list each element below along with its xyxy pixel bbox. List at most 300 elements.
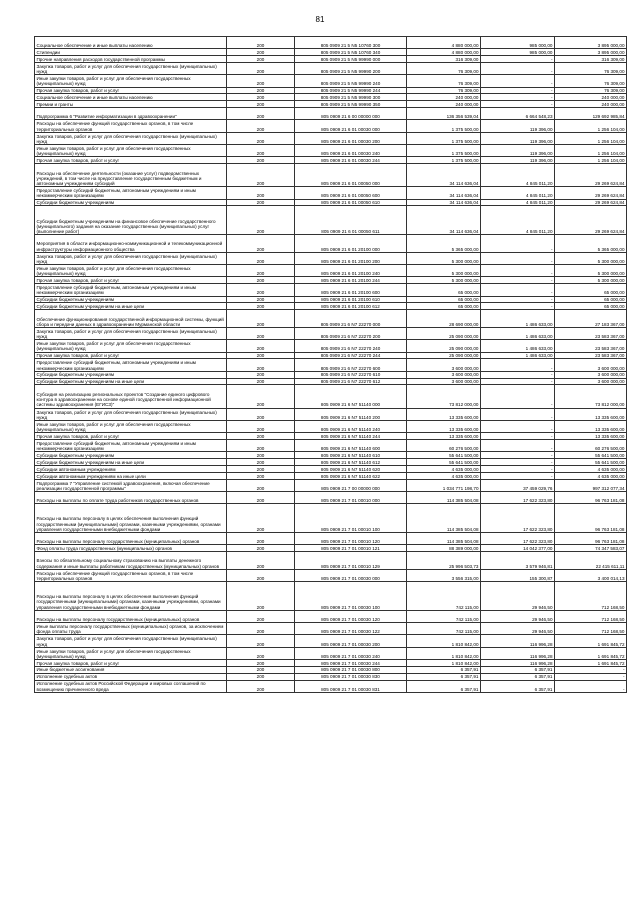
row-code: 200 <box>227 37 295 49</box>
row-unexecuted: 22 415 611,11 <box>555 552 627 570</box>
table-row <box>35 296 627 303</box>
table-row <box>35 647 627 659</box>
row-unexecuted: - <box>555 680 627 692</box>
row-name: Предоставление субсидий бюджетным, автономным учреждениям и иным некоммерческим организациям <box>35 284 227 296</box>
row-code: 200 <box>227 87 295 94</box>
page-number: 81 <box>315 15 325 24</box>
row-unexecuted: 76 309,00 <box>555 87 627 94</box>
row-executed: - <box>481 277 555 284</box>
row-kbk: 805 0909 21 6 N7 22270 612 <box>295 378 407 385</box>
row-kbk: 805 0909 21 7 01 00010 120 <box>295 532 407 544</box>
table-row <box>35 420 627 432</box>
table-row <box>35 359 627 371</box>
row-code: 200 <box>227 472 295 479</box>
row-approved: 6 357,91 <box>407 680 481 692</box>
table-row <box>35 466 627 473</box>
row-kbk: 805 0909 21 6 N7 51140 620 <box>295 466 407 473</box>
row-kbk: 805 0909 21 6 01 00030 000 <box>295 120 407 132</box>
row-executed: 116 996,28 <box>481 635 555 647</box>
row-unexecuted: 27 183 367,00 <box>555 310 627 328</box>
row-kbk: 805 0909 21 7 01 00030 120 <box>295 610 407 622</box>
row-executed: - <box>481 296 555 303</box>
row-code: 200 <box>227 420 295 432</box>
row-kbk: 805 0909 21 6 01 20100 600 <box>295 284 407 296</box>
row-code: 200 <box>227 340 295 352</box>
row-unexecuted: 712 168,50 <box>555 623 627 635</box>
table-row <box>35 504 627 533</box>
row-code: 200 <box>227 660 295 667</box>
table-row <box>35 132 627 144</box>
row-executed: 37 459 029,76 <box>481 479 555 491</box>
row-unexecuted: 29 269 624,84 <box>555 187 627 199</box>
row-approved: 742 115,00 <box>407 623 481 635</box>
row-name: Субсидии бюджетным учреждениям <box>35 371 227 378</box>
row-code: 200 <box>227 296 295 303</box>
row-approved: 76 309,00 <box>407 62 481 74</box>
table-row <box>35 459 627 466</box>
row-executed: - <box>481 466 555 473</box>
table-row <box>35 545 627 552</box>
row-name: Предоставление субсидий бюджетным, автономным учреждениям и иным некоммерческим организациям <box>35 187 227 199</box>
table-row <box>35 385 627 408</box>
row-approved: 742 115,00 <box>407 582 481 611</box>
row-approved: 28 690 000,00 <box>407 310 481 328</box>
table-row <box>35 472 627 479</box>
row-executed: - <box>481 235 555 253</box>
row-code: 200 <box>227 635 295 647</box>
row-kbk: 805 0909 21 6 01 20100 244 <box>295 277 407 284</box>
row-kbk: 805 0909 21 7 01 00010 129 <box>295 552 407 570</box>
row-name: Предоставление субсидий бюджетным, автономным учреждениям и иным некоммерческим организациям <box>35 440 227 452</box>
row-executed: 155 300,87 <box>481 569 555 581</box>
row-name: Иные закупки товаров, работ и услуг для обеспечения государственных (муниципальных) нужд <box>35 145 227 157</box>
row-name: Подпрограмма 6 "Развитие информатизации в здравоохранении" <box>35 108 227 120</box>
row-name: Исполнение судебных актов Российской Федерации и мировых соглашений по возмещению причиненного вреда <box>35 680 227 692</box>
row-approved: 4 880 000,00 <box>407 49 481 56</box>
row-executed: - <box>481 252 555 264</box>
row-code: 200 <box>227 385 295 408</box>
row-unexecuted: 5 300 000,00 <box>555 252 627 264</box>
row-unexecuted: 13 335 600,00 <box>555 420 627 432</box>
row-approved: 25 090 000,00 <box>407 328 481 340</box>
row-name: Расходы на обеспечение функций государственных органов, в том числе территориальных органов <box>35 569 227 581</box>
row-unexecuted: 55 641 500,00 <box>555 459 627 466</box>
row-approved: 5 365 000,00 <box>407 235 481 253</box>
row-unexecuted: 3 400 014,13 <box>555 569 627 581</box>
row-approved: 65 000,00 <box>407 296 481 303</box>
row-code: 200 <box>227 680 295 692</box>
row-name: Иные закупки товаров, работ и услуг для обеспечения государственных (муниципальных) нужд <box>35 340 227 352</box>
row-code: 200 <box>227 610 295 622</box>
row-kbk: 805 0909 21 6 01 00030 244 <box>295 157 407 164</box>
row-approved: 742 115,00 <box>407 610 481 622</box>
row-name: Мероприятия в области информационно-коммуникационной и телекоммуникационной инфраструктуры информационного общества <box>35 235 227 253</box>
row-approved: 3 600 000,00 <box>407 378 481 385</box>
row-name: Закупка товаров, работ и услуг для обеспечения государственных (муниципальных) нужд <box>35 328 227 340</box>
table-row <box>35 623 627 635</box>
row-name: Иные выплаты персоналу государственных (муниципальных) органов, за исключением фонда оплаты труда <box>35 623 227 635</box>
row-name: Расходы на обеспечение функций государственных органов, в том числе территориальных органов <box>35 120 227 132</box>
row-approved: 114 385 504,08 <box>407 504 481 533</box>
row-executed: 985 000,00 <box>481 37 555 49</box>
row-approved: 55 641 500,00 <box>407 452 481 459</box>
table-row <box>35 252 627 264</box>
row-code: 200 <box>227 108 295 120</box>
row-approved: 25 996 503,73 <box>407 552 481 570</box>
row-kbk: 805 0909 21 6 N7 22270 240 <box>295 340 407 352</box>
row-executed: 1 486 633,00 <box>481 340 555 352</box>
row-name: Иные закупки товаров, работ и услуг для обеспечения государственных (муниципальных) нужд <box>35 420 227 432</box>
row-executed: 116 996,28 <box>481 660 555 667</box>
row-kbk: 805 0909 21 5 N5 99990 244 <box>295 87 407 94</box>
row-executed: 4 845 011,20 <box>481 187 555 199</box>
row-approved: 316 309,00 <box>407 56 481 63</box>
row-executed: 1 486 633,00 <box>481 310 555 328</box>
table-row <box>35 680 627 692</box>
row-unexecuted: 96 763 181,08 <box>555 532 627 544</box>
row-name: Прочие направления расходов государственной программы <box>35 56 227 63</box>
row-executed: 116 996,28 <box>481 647 555 659</box>
row-kbk: 805 0909 21 6 01 00030 240 <box>295 145 407 157</box>
row-code: 200 <box>227 569 295 581</box>
row-kbk: 805 0909 21 5 N5 99990 300 <box>295 94 407 101</box>
row-kbk: 805 0909 21 5 N5 10760 300 <box>295 37 407 49</box>
row-kbk: 805 0909 21 6 N7 51140 000 <box>295 385 407 408</box>
row-code: 200 <box>227 49 295 56</box>
row-unexecuted: 1 691 845,72 <box>555 660 627 667</box>
table-row <box>35 408 627 420</box>
row-unexecuted: 240 000,00 <box>555 101 627 108</box>
row-approved: 3 600 000,00 <box>407 359 481 371</box>
row-kbk: 805 0909 21 5 N5 10760 340 <box>295 49 407 56</box>
row-unexecuted: 4 635 000,00 <box>555 472 627 479</box>
row-unexecuted: 5 300 000,00 <box>555 265 627 277</box>
row-approved: 65 000,00 <box>407 303 481 310</box>
row-name: Субсидия на реализацию региональных проектов "Создание единого цифрового контура в здравоохранении на основе единой государственной информационной системы здравоохранения (ЕГИСЗ)" <box>35 385 227 408</box>
row-kbk: 805 0909 21 7 01 00010 000 <box>295 492 407 504</box>
row-executed: 3 579 946,81 <box>481 552 555 570</box>
table-row <box>35 352 627 359</box>
row-name: Субсидии бюджетным учреждениям на иные цели <box>35 303 227 310</box>
row-code: 200 <box>227 303 295 310</box>
table-row <box>35 101 627 108</box>
row-code: 200 <box>227 145 295 157</box>
row-unexecuted: 712 168,50 <box>555 582 627 611</box>
row-executed: 6 357,91 <box>481 666 555 673</box>
row-kbk: 805 0909 21 6 01 20100 200 <box>295 252 407 264</box>
row-unexecuted: 60 276 500,00 <box>555 440 627 452</box>
row-code: 200 <box>227 310 295 328</box>
row-approved: 114 385 504,08 <box>407 492 481 504</box>
row-unexecuted: 3 600 000,00 <box>555 371 627 378</box>
table-row <box>35 552 627 570</box>
row-unexecuted: 29 269 624,84 <box>555 206 627 235</box>
row-name: Прочая закупка товаров, работ и услуг <box>35 87 227 94</box>
table-row <box>35 340 627 352</box>
row-name: Иные закупки товаров, работ и услуг для обеспечения государственных (муниципальных) нужд <box>35 265 227 277</box>
row-approved: 4 880 000,00 <box>407 37 481 49</box>
table-row <box>35 569 627 581</box>
row-unexecuted: - <box>555 673 627 680</box>
row-name: Стипендии <box>35 49 227 56</box>
row-executed: - <box>481 472 555 479</box>
row-unexecuted: 76 309,00 <box>555 75 627 87</box>
row-code: 200 <box>227 206 295 235</box>
row-executed: - <box>481 378 555 385</box>
row-code: 200 <box>227 265 295 277</box>
row-executed: 17 622 323,80 <box>481 492 555 504</box>
table-row <box>35 328 627 340</box>
row-unexecuted: 65 000,00 <box>555 284 627 296</box>
row-approved: 3 600 000,00 <box>407 371 481 378</box>
row-code: 200 <box>227 552 295 570</box>
row-approved: 3 556 315,00 <box>407 569 481 581</box>
row-kbk: 805 0909 21 7 01 00030 800 <box>295 666 407 673</box>
row-executed: - <box>481 62 555 74</box>
row-code: 200 <box>227 582 295 611</box>
row-unexecuted: 240 000,00 <box>555 94 627 101</box>
row-kbk: 805 0909 21 7 01 00030 240 <box>295 647 407 659</box>
row-unexecuted: 96 763 181,08 <box>555 492 627 504</box>
row-code: 200 <box>227 120 295 132</box>
row-executed: - <box>481 359 555 371</box>
row-approved: 13 335 600,00 <box>407 420 481 432</box>
row-executed: - <box>481 452 555 459</box>
row-name: Расходы на выплаты персоналу в целях обеспечения выполнения функций государственными (муниципальными) органами, казенными учреждениями, органами управления государственными внебюджетными фондами <box>35 504 227 533</box>
row-executed: - <box>481 385 555 408</box>
row-approved: 88 389 000,00 <box>407 545 481 552</box>
row-executed: 6 664 548,23 <box>481 108 555 120</box>
row-approved: 1 810 842,00 <box>407 660 481 667</box>
row-code: 200 <box>227 359 295 371</box>
row-executed: 14 042 377,00 <box>481 545 555 552</box>
table-row <box>35 87 627 94</box>
row-unexecuted: 5 365 000,00 <box>555 235 627 253</box>
table-row <box>35 62 627 74</box>
row-kbk: 805 0909 21 7 01 00030 200 <box>295 635 407 647</box>
row-name: Закупка товаров, работ и услуг для обеспечения государственных (муниципальных) нужд <box>35 635 227 647</box>
row-approved: 5 300 000,00 <box>407 265 481 277</box>
row-approved: 34 114 636,04 <box>407 199 481 206</box>
table-row <box>35 492 627 504</box>
table-row <box>35 56 627 63</box>
row-kbk: 805 0909 21 6 01 20100 610 <box>295 296 407 303</box>
row-executed: - <box>481 420 555 432</box>
table-row <box>35 452 627 459</box>
row-code: 200 <box>227 157 295 164</box>
row-unexecuted: 23 583 367,00 <box>555 352 627 359</box>
row-kbk: 805 0909 21 6 01 20100 000 <box>295 235 407 253</box>
row-unexecuted: 23 583 367,00 <box>555 340 627 352</box>
row-code: 200 <box>227 408 295 420</box>
row-executed: 1 486 633,00 <box>481 352 555 359</box>
row-code: 200 <box>227 623 295 635</box>
row-code: 200 <box>227 235 295 253</box>
row-unexecuted: - <box>555 666 627 673</box>
row-kbk: 805 0909 21 6 N7 51140 600 <box>295 440 407 452</box>
row-executed: 29 946,50 <box>481 582 555 611</box>
row-name: Фонд оплаты труда государственных (муниципальных) органов <box>35 545 227 552</box>
row-approved: 4 635 000,00 <box>407 472 481 479</box>
row-kbk: 805 0909 21 6 N7 51140 612 <box>295 459 407 466</box>
row-approved: 136 356 539,04 <box>407 108 481 120</box>
row-kbk: 805 0909 21 7 01 00030 831 <box>295 680 407 692</box>
row-approved: 13 335 600,00 <box>407 433 481 440</box>
row-approved: 5 300 000,00 <box>407 277 481 284</box>
row-code: 200 <box>227 352 295 359</box>
row-kbk: 805 0909 21 5 N5 99990 240 <box>295 75 407 87</box>
row-unexecuted: 1 256 104,00 <box>555 120 627 132</box>
row-kbk: 805 0909 21 6 01 00030 200 <box>295 132 407 144</box>
row-name: Расходы на выплаты персоналу в целях обеспечения выполнения функций государственными (муниципальными) органами, казенными учреждениями, органами управления государственными внебюджетными фондами <box>35 582 227 611</box>
row-unexecuted: 1 691 845,72 <box>555 635 627 647</box>
row-approved: 1 034 771 198,70 <box>407 479 481 491</box>
row-kbk: 805 0909 21 6 01 00050 000 <box>295 164 407 187</box>
table-row <box>35 378 627 385</box>
table-row <box>35 235 627 253</box>
row-executed: 119 396,00 <box>481 145 555 157</box>
row-kbk: 805 0909 21 7 01 00030 830 <box>295 673 407 680</box>
row-code: 200 <box>227 440 295 452</box>
row-name: Расходы на обеспечение деятельности (оказание услуг) подведомственных учреждений, в том числе на предоставление государственным бюджетным и автономным учреждениям субсидий <box>35 164 227 187</box>
row-code: 200 <box>227 199 295 206</box>
row-approved: 25 090 000,00 <box>407 340 481 352</box>
row-name: Субсидии бюджетным учреждениям на финансовое обеспечение государственного (муниципального) задания на оказание государственных (муниципальных) услуг (выполнение работ) <box>35 206 227 235</box>
row-code: 200 <box>227 452 295 459</box>
row-approved: 1 375 500,00 <box>407 132 481 144</box>
row-code: 200 <box>227 666 295 673</box>
row-approved: 13 335 600,00 <box>407 408 481 420</box>
row-executed: 119 396,00 <box>481 157 555 164</box>
row-unexecuted: 29 269 624,84 <box>555 199 627 206</box>
table-row <box>35 440 627 452</box>
row-kbk: 805 0909 21 6 N7 22270 244 <box>295 352 407 359</box>
table-row <box>35 610 627 622</box>
row-approved: 1 375 500,00 <box>407 145 481 157</box>
row-approved: 34 114 636,04 <box>407 164 481 187</box>
row-name: Субсидии бюджетным учреждениям <box>35 452 227 459</box>
row-name: Прочая закупка товаров, работ и услуг <box>35 352 227 359</box>
row-kbk: 805 0909 21 6 N7 22270 610 <box>295 371 407 378</box>
row-code: 200 <box>227 492 295 504</box>
row-code: 200 <box>227 673 295 680</box>
row-name: Расходы на выплаты персоналу государственных (муниципальных) органов <box>35 610 227 622</box>
row-kbk: 805 0909 21 6 01 00050 610 <box>295 199 407 206</box>
row-executed: - <box>481 303 555 310</box>
row-unexecuted: 316 309,00 <box>555 56 627 63</box>
row-name: Обеспечение функционирования государственной информационной системы, функций сбора и передачи данных в здравоохранении Мурманской области <box>35 310 227 328</box>
row-approved: 34 114 636,04 <box>407 187 481 199</box>
row-executed: - <box>481 56 555 63</box>
row-approved: 76 309,00 <box>407 75 481 87</box>
row-name: Закупка товаров, работ и услуг для обеспечения государственных (муниципальных) нужд <box>35 408 227 420</box>
row-name: Субсидии бюджетным учреждениям <box>35 296 227 303</box>
row-unexecuted: 5 300 000,00 <box>555 277 627 284</box>
row-name: Расходы на выплаты персоналу государственных (муниципальных) органов <box>35 532 227 544</box>
row-approved: 240 000,00 <box>407 101 481 108</box>
row-executed: - <box>481 101 555 108</box>
row-name: Социальное обеспечение и иные выплаты населению <box>35 37 227 49</box>
row-kbk: 805 0909 21 7 01 00030 100 <box>295 582 407 611</box>
row-approved: 25 090 000,00 <box>407 352 481 359</box>
row-kbk: 805 0909 21 6 N7 22270 600 <box>295 359 407 371</box>
row-name: Закупка товаров, работ и услуг для обеспечения государственных (муниципальных) нужд <box>35 62 227 74</box>
table-body <box>35 37 627 693</box>
table-row <box>35 157 627 164</box>
row-kbk: 805 0909 21 6 N7 51140 200 <box>295 408 407 420</box>
row-approved: 60 276 500,00 <box>407 440 481 452</box>
row-executed: - <box>481 408 555 420</box>
row-executed: 17 622 323,80 <box>481 532 555 544</box>
row-executed: 1 486 633,00 <box>481 328 555 340</box>
row-name: Субсидии автономным учреждениям <box>35 466 227 473</box>
row-kbk: 805 0909 21 7 01 00030 122 <box>295 623 407 635</box>
row-name: Предоставление субсидий бюджетным, автономным учреждениям и иным некоммерческим организациям <box>35 359 227 371</box>
table-row <box>35 660 627 667</box>
row-unexecuted: 4 635 000,00 <box>555 466 627 473</box>
row-executed: - <box>481 433 555 440</box>
table-row <box>35 265 627 277</box>
row-executed: - <box>481 94 555 101</box>
budget-execution-table <box>34 36 627 693</box>
row-kbk: 805 0909 21 7 01 00030 244 <box>295 660 407 667</box>
row-unexecuted: 55 641 500,00 <box>555 452 627 459</box>
row-name: Прочая закупка товаров, работ и услуг <box>35 433 227 440</box>
row-unexecuted: 1 256 104,00 <box>555 132 627 144</box>
row-name: Расходы на выплаты по оплате труда работников государственных органов <box>35 492 227 504</box>
row-executed: 29 946,50 <box>481 610 555 622</box>
row-unexecuted: 13 335 600,00 <box>555 408 627 420</box>
row-approved: 1 810 842,00 <box>407 635 481 647</box>
row-code: 200 <box>227 62 295 74</box>
row-executed: 6 357,91 <box>481 673 555 680</box>
row-kbk: 805 0909 21 6 N7 51140 622 <box>295 472 407 479</box>
table-row <box>35 145 627 157</box>
row-kbk: 805 0909 21 7 01 00010 100 <box>295 504 407 533</box>
row-name: Премии и гранты <box>35 101 227 108</box>
row-code: 200 <box>227 378 295 385</box>
row-approved: 34 114 636,04 <box>407 206 481 235</box>
row-executed: 17 622 323,80 <box>481 504 555 533</box>
row-approved: 1 375 500,00 <box>407 157 481 164</box>
table-row <box>35 371 627 378</box>
row-name: Социальное обеспечение и иные выплаты населению <box>35 94 227 101</box>
row-code: 200 <box>227 328 295 340</box>
row-unexecuted: 96 763 181,08 <box>555 504 627 533</box>
row-name: Субсидии автономным учреждениям на иные цели <box>35 472 227 479</box>
row-kbk: 805 0909 21 7 01 00010 121 <box>295 545 407 552</box>
table-row <box>35 303 627 310</box>
row-kbk: 805 0909 21 5 N5 99990 200 <box>295 62 407 74</box>
row-executed: - <box>481 284 555 296</box>
row-code: 200 <box>227 504 295 533</box>
row-name: Иные закупки товаров, работ и услуг для обеспечения государственных (муниципальных) нужд <box>35 647 227 659</box>
row-code: 200 <box>227 252 295 264</box>
row-name: Иные бюджетные ассигнования <box>35 666 227 673</box>
row-unexecuted: 74 347 583,07 <box>555 545 627 552</box>
row-unexecuted: 23 583 367,00 <box>555 328 627 340</box>
row-code: 200 <box>227 433 295 440</box>
row-approved: 6 357,91 <box>407 666 481 673</box>
table-row <box>35 673 627 680</box>
row-kbk: 805 0909 21 5 N5 99990 000 <box>295 56 407 63</box>
row-unexecuted: 1 256 104,00 <box>555 157 627 164</box>
row-executed: 985 000,00 <box>481 49 555 56</box>
row-kbk: 805 0909 21 6 01 20100 240 <box>295 265 407 277</box>
row-executed: 29 946,50 <box>481 623 555 635</box>
row-code: 200 <box>227 371 295 378</box>
table-row <box>35 284 627 296</box>
